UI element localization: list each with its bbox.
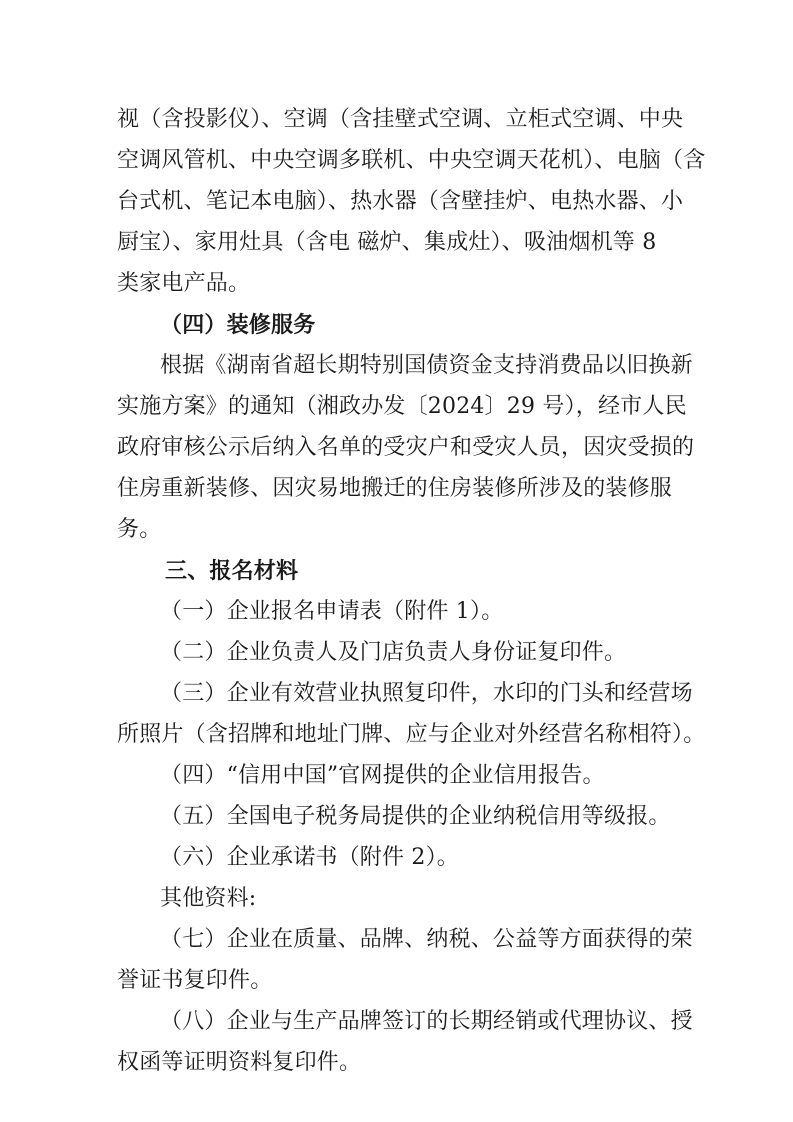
other-materials-label: 其他资料: — [160, 886, 257, 911]
list-item-continuation: 所照片（含招牌和地址门牌、应与企业对外经营名称相符）。 — [117, 722, 706, 747]
list-item-continuation: 权函等证明资料复印件。 — [117, 1050, 362, 1075]
body-line: 住房重新装修、因灾易地搬迁的住房装修所涉及的装修服 — [117, 476, 673, 501]
body-line: 类家电产品。 — [117, 271, 251, 296]
section-heading-materials: 三、报名材料 — [165, 558, 299, 584]
section-heading-renovation: （四）装修服务 — [160, 312, 316, 338]
body-line: 台式机、笔记本电脑）、热水器（含壁挂炉、电热水器、小 — [117, 189, 684, 214]
body-line: 务。 — [117, 517, 162, 542]
body-line: 实施方案》的通知（湘政办发〔2024〕29 号），经市人民 — [117, 394, 687, 419]
list-item: （二）企业负责人及门店负责人身份证复印件。 — [160, 640, 627, 665]
body-line: 厨宝）、家用灶具（含电 磁炉、集成灶）、吸油烟机等 8 — [117, 230, 657, 255]
list-item: （一）企业报名申请表（附件 1）。 — [160, 599, 504, 624]
body-line: 视（含投影仪）、空调（含挂壁式空调、立柜式空调、中央 — [117, 107, 684, 132]
list-item: （四）“信用中国”官网提供的企业信用报告。 — [160, 763, 605, 788]
list-item: （七）企业在质量、品牌、纳税、公益等方面获得的荣 — [160, 927, 693, 952]
body-line: 根据《湖南省超长期特别国债资金支持消费品以旧换新 — [160, 353, 693, 378]
list-item: （六）企业承诺书（附件 2）。 — [160, 845, 459, 870]
list-item: （三）企业有效营业执照复印件，水印的门头和经营场 — [160, 681, 693, 706]
list-item: （五）全国电子税务局提供的企业纳税信用等级报。 — [160, 804, 671, 829]
list-item-continuation: 誉证书复印件。 — [117, 968, 273, 993]
list-item: （八）企业与生产品牌签订的长期经销或代理协议、授 — [160, 1009, 693, 1034]
body-line: 空调风管机、中央空调多联机、中央空调天花机）、电脑（含 — [117, 148, 706, 173]
body-line: 政府审核公示后纳入名单的受灾户和受灾人员，因灾受损的 — [117, 435, 695, 460]
